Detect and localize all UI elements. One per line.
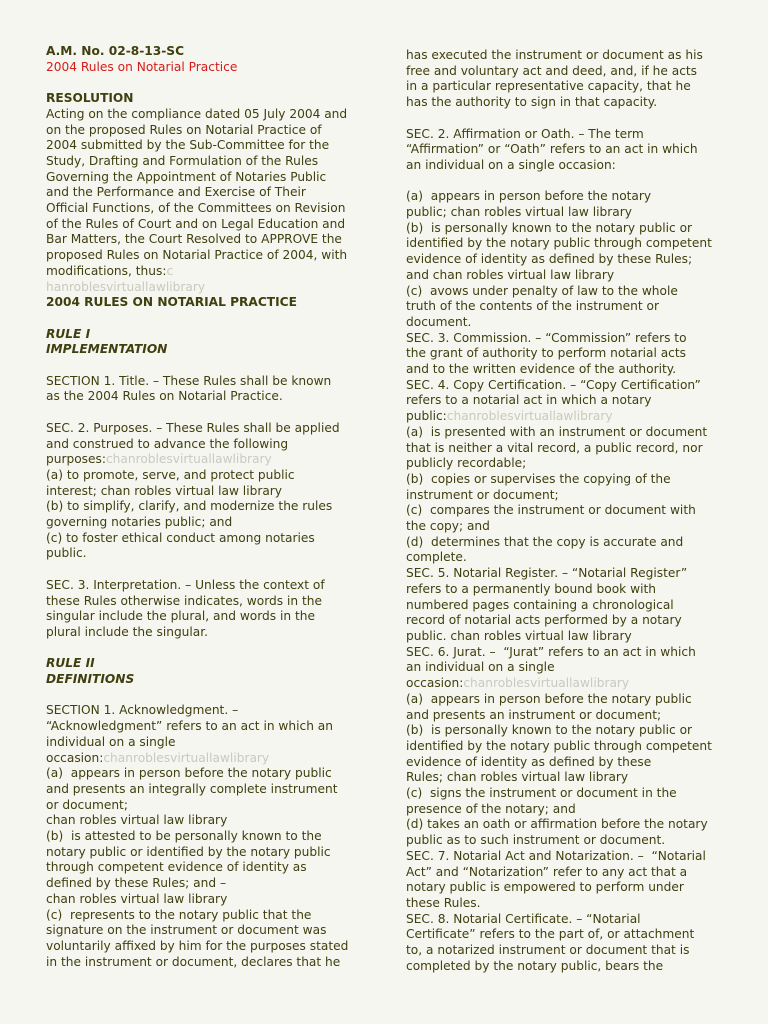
- text-line: [46, 421, 374, 437]
- line-text: Governing the Appointment of Notaries Public: [46, 169, 327, 184]
- line-text: (d) takes an oath or affirmation before the notary: [406, 817, 708, 832]
- text-line: [406, 472, 728, 488]
- line-text: plural include the singular.: [46, 624, 209, 639]
- line-text: RESOLUTION: [46, 91, 134, 106]
- text-line: [406, 456, 728, 472]
- text-line: [406, 299, 728, 315]
- line-text: has executed the instrument or document as his: [406, 48, 703, 62]
- line-text: an individual on a single: [406, 660, 555, 675]
- text-line: [46, 641, 374, 657]
- text-line: [46, 327, 374, 343]
- text-line: [46, 939, 374, 955]
- line-text: complete.: [406, 550, 467, 565]
- text-line: [406, 142, 728, 158]
- text-line: [406, 802, 728, 818]
- line-text: (a) appears in person before the notary public: [46, 766, 332, 781]
- line-text: (a) is presented with an instrument or document: [406, 424, 708, 439]
- line-text: (c) signs the instrument or document in the: [406, 786, 677, 801]
- text-line: [46, 719, 374, 735]
- line-text: SEC. 2. Purposes. – These Rules shall be applied: [46, 420, 340, 435]
- text-line: [406, 488, 728, 504]
- text-line: [46, 107, 374, 123]
- line-text: (c) avows under penalty of law to the whole: [406, 283, 678, 298]
- text-line: [406, 111, 728, 127]
- text-line: [46, 60, 374, 76]
- text-line: [406, 378, 728, 394]
- text-line: [406, 236, 728, 252]
- text-line: [406, 158, 728, 174]
- line-text: these Rules.: [406, 895, 481, 910]
- line-text: (b) to simplify, clarify, and modernize the rules: [46, 499, 333, 514]
- text-line: [46, 908, 374, 924]
- text-line: [406, 692, 728, 708]
- text-line: [406, 739, 728, 755]
- text-line: [46, 201, 374, 217]
- text-line: [46, 798, 374, 814]
- line-text: identified by the notary public through competent: [406, 236, 712, 251]
- text-line: [406, 346, 728, 362]
- line-text: public.: [46, 546, 87, 561]
- left-column: [46, 44, 374, 970]
- watermark-text: chanroblesvirtuallawlibrary: [446, 409, 613, 424]
- text-line: [46, 75, 374, 91]
- text-line: [46, 264, 374, 280]
- line-text: presence of the notary; and: [406, 801, 576, 816]
- line-text: and to the written evidence of the authority.: [406, 362, 677, 377]
- line-text: SEC. 5. Notarial Register. – “Notarial Register”: [406, 566, 688, 581]
- text-line: [406, 315, 728, 331]
- line-text: (a) appears in person before the notary public: [406, 691, 692, 706]
- text-line: [406, 770, 728, 786]
- text-line: [46, 170, 374, 186]
- line-text: truth of the contents of the instrument or: [406, 299, 659, 314]
- text-line: [46, 280, 374, 296]
- line-text: (d) determines that the copy is accurate and: [406, 534, 684, 549]
- text-line: [406, 786, 728, 802]
- text-line: [46, 625, 374, 641]
- text-line: [46, 499, 374, 515]
- text-line: [46, 358, 374, 374]
- text-line: [46, 154, 374, 170]
- line-text: evidence of identity as defined by these: [406, 754, 652, 769]
- line-text: evidence of identity as defined by these Rules;: [406, 252, 693, 267]
- text-line: [406, 943, 728, 959]
- line-text: Bar Matters, the Court Resolved to APPROVE the: [46, 232, 342, 247]
- line-text: and presents an instrument or document;: [406, 707, 662, 722]
- text-line: [46, 735, 374, 751]
- line-text: document.: [406, 314, 472, 329]
- text-line: [46, 405, 374, 421]
- line-text: these Rules otherwise indicates, words in the: [46, 593, 322, 608]
- line-text: public. chan robles virtual law library: [406, 628, 632, 643]
- text-line: [406, 629, 728, 645]
- text-line: [406, 393, 728, 409]
- line-text: in the instrument or document, declares that he: [46, 954, 341, 969]
- line-text: (a) to promote, serve, and protect public: [46, 467, 295, 482]
- line-text: defined by these Rules; and –: [46, 876, 227, 891]
- line-text: (a) appears in person before the notary: [406, 189, 652, 204]
- text-line: [406, 205, 728, 221]
- line-text: as the 2004 Rules on Notarial Practice.: [46, 389, 283, 404]
- text-line: [406, 598, 728, 614]
- text-line: [46, 217, 374, 233]
- line-text: interest; chan robles virtual law library: [46, 483, 283, 498]
- text-line: [46, 829, 374, 845]
- line-text: (c) to foster ethical conduct among notaries: [46, 530, 315, 545]
- line-text: Certificate” refers to the part of, or attachment: [406, 927, 695, 942]
- line-text: SEC. 3. Interpretation. – Unless the context of: [46, 577, 325, 592]
- line-text: SEC. 6. Jurat. – “Jurat” refers to an act in which: [406, 644, 696, 659]
- text-line: [46, 766, 374, 782]
- text-line: [406, 64, 728, 80]
- line-text: notary public is empowered to perform under: [406, 880, 684, 895]
- line-text: proposed Rules on Notarial Practice of 2004, with: [46, 248, 348, 263]
- text-line: [46, 437, 374, 453]
- text-line: [46, 248, 374, 264]
- text-line: [46, 342, 374, 358]
- text-line: [406, 582, 728, 598]
- line-text: or document;: [46, 797, 128, 812]
- line-text: (c) represents to the notary public that the: [46, 907, 312, 922]
- text-line: [46, 185, 374, 201]
- line-text: to, a notarized instrument or document that is: [406, 943, 690, 958]
- text-line: [406, 755, 728, 771]
- text-line: [46, 389, 374, 405]
- line-text: modifications, thus:: [46, 263, 167, 278]
- text-line: [406, 865, 728, 881]
- line-text: publicly recordable;: [406, 456, 527, 471]
- line-text: RULE I: [46, 326, 91, 341]
- line-text: identified by the notary public through competent: [406, 738, 712, 753]
- text-line: [46, 578, 374, 594]
- line-text: SEC. 4. Copy Certification. – “Copy Certification”: [406, 377, 701, 392]
- line-text: occasion:: [46, 750, 104, 765]
- text-line: [406, 331, 728, 347]
- line-text: signature on the instrument or document was: [46, 923, 327, 938]
- text-line: [406, 425, 728, 441]
- text-line: [46, 703, 374, 719]
- line-text: individual on a single: [46, 734, 176, 749]
- text-line: [46, 452, 374, 468]
- text-line: [46, 892, 374, 908]
- text-line: [46, 562, 374, 578]
- line-text: Acting on the compliance dated 05 July 2004 and: [46, 106, 348, 121]
- line-text: governing notaries public; and: [46, 515, 233, 530]
- line-text: SEC. 3. Commission. – “Commission” refers to: [406, 330, 687, 345]
- line-text: numbered pages containing a chronological: [406, 597, 674, 612]
- line-text: completed by the notary public, bears the: [406, 958, 664, 973]
- text-line: [406, 550, 728, 566]
- line-text: 2004 submitted by the Sub-Committee for the: [46, 138, 330, 153]
- line-text: in a particular representative capacity, that he: [406, 79, 691, 94]
- line-text: public as to such instrument or document.: [406, 833, 666, 848]
- text-line: [46, 91, 374, 107]
- line-text: public; chan robles virtual law library: [406, 205, 632, 219]
- line-text: on the proposed Rules on Notarial Practice of: [46, 122, 322, 137]
- line-text: IMPLEMENTATION: [46, 342, 168, 357]
- text-line: [46, 374, 374, 390]
- text-line: [46, 484, 374, 500]
- text-line: [46, 923, 374, 939]
- watermark-text: chanroblesvirtuallawlibrary: [463, 676, 630, 691]
- line-text: singular include the plural, and words in the: [46, 609, 315, 624]
- line-text: purposes:: [46, 452, 106, 467]
- text-line: [46, 232, 374, 248]
- line-text: of the Rules of Court and on Legal Education and: [46, 216, 346, 231]
- text-line: [406, 833, 728, 849]
- text-line: [406, 127, 728, 143]
- text-line: [46, 782, 374, 798]
- text-line: [406, 880, 728, 896]
- text-line: [46, 656, 374, 672]
- text-line: [406, 896, 728, 912]
- text-line: [406, 927, 728, 943]
- text-line: [406, 959, 728, 975]
- line-text: and presents an integrally complete instrument: [46, 781, 338, 796]
- text-line: [406, 441, 728, 457]
- line-text: has the authority to sign in that capacity.: [406, 95, 658, 110]
- line-text: the copy; and: [406, 519, 490, 534]
- text-line: [406, 174, 728, 190]
- line-text: DEFINITIONS: [46, 672, 135, 687]
- text-line: [46, 44, 374, 60]
- line-text: SECTION 1. Acknowledgment. –: [46, 703, 239, 718]
- text-line: [406, 645, 728, 661]
- text-line: [406, 252, 728, 268]
- line-text: Act” and “Notarization” refer to any act that a: [406, 864, 688, 879]
- line-text: an individual on a single occasion:: [406, 157, 616, 172]
- text-line: [406, 723, 728, 739]
- line-text: SECTION 1. Title. – These Rules shall be known: [46, 373, 332, 388]
- text-line: [406, 849, 728, 865]
- text-line: [406, 535, 728, 551]
- watermark-text: chanroblesvirtuallawlibrary: [105, 452, 272, 467]
- text-line: [406, 48, 728, 64]
- line-text: (c) compares the instrument or document with: [406, 503, 696, 518]
- text-line: [46, 531, 374, 547]
- text-line: [46, 751, 374, 767]
- text-line: [46, 295, 374, 311]
- right-column: [406, 48, 728, 974]
- text-line: [406, 221, 728, 237]
- text-line: [46, 876, 374, 892]
- line-text: chan robles virtual law library: [46, 891, 228, 906]
- line-text: Study, Drafting and Formulation of the Rules: [46, 153, 319, 168]
- text-line: [46, 515, 374, 531]
- line-text: refers to a permanently bound book with: [406, 581, 656, 596]
- line-text: occasion:: [406, 676, 464, 691]
- text-line: [46, 594, 374, 610]
- text-line: [406, 284, 728, 300]
- line-text: 2004 RULES ON NOTARIAL PRACTICE: [46, 295, 297, 310]
- line-text: Official Functions, of the Committees on Revision: [46, 201, 346, 216]
- line-text: SEC. 7. Notarial Act and Notarization. – “Notarial: [406, 848, 706, 863]
- text-line: [46, 860, 374, 876]
- line-text: Rules; chan robles virtual law library: [406, 770, 629, 785]
- text-line: [46, 123, 374, 139]
- watermark-text: hanroblesvirtuallawlibrary: [46, 279, 206, 294]
- line-text: refers to a notarial act in which a notary: [406, 393, 652, 408]
- text-line: [406, 566, 728, 582]
- text-line: [406, 503, 728, 519]
- line-text: and construed to advance the following: [46, 436, 289, 451]
- line-text: instrument or document;: [406, 487, 559, 502]
- text-line: [46, 311, 374, 327]
- watermark-text: c: [166, 263, 174, 278]
- line-text: SEC. 2. Affirmation or Oath. – The term: [406, 126, 644, 141]
- text-line: [406, 912, 728, 928]
- text-line: [46, 813, 374, 829]
- text-line: [406, 362, 728, 378]
- line-text: free and voluntary act and deed, and, if he acts: [406, 63, 698, 78]
- line-text: and the Performance and Exercise of Their: [46, 185, 306, 200]
- line-text: “Affirmation” or “Oath” refers to an act in which: [406, 142, 698, 157]
- text-line: [406, 519, 728, 535]
- text-line: [46, 138, 374, 154]
- text-line: [46, 609, 374, 625]
- line-text: “Acknowledgment” refers to an act in which an: [46, 719, 334, 734]
- watermark-text: chanroblesvirtuallawlibrary: [103, 750, 270, 765]
- line-text: (b) is attested to be personally known to the: [46, 829, 322, 844]
- text-line: [46, 672, 374, 688]
- text-line: [406, 189, 728, 205]
- line-text: (b) is personally known to the notary public or: [406, 220, 693, 235]
- text-line: [406, 817, 728, 833]
- text-line: [406, 660, 728, 676]
- line-text: RULE II: [46, 656, 95, 671]
- text-line: [406, 708, 728, 724]
- text-line: [406, 95, 728, 111]
- line-text: SEC. 8. Notarial Certificate. – “Notarial: [406, 911, 641, 926]
- line-text: notary public or identified by the notary public: [46, 844, 331, 859]
- line-text: that is neither a vital record, a public record, nor: [406, 440, 703, 455]
- line-text: (b) is personally known to the notary public or: [406, 723, 693, 738]
- line-text: voluntarily affixed by him for the purposes stated: [46, 938, 349, 953]
- line-text: record of notarial acts performed by a notary: [406, 613, 682, 628]
- text-line: [406, 676, 728, 692]
- text-line: [46, 546, 374, 562]
- line-text: (b) copies or supervises the copying of the: [406, 471, 671, 486]
- text-line: [406, 79, 728, 95]
- text-line: [406, 409, 728, 425]
- line-text: and chan robles virtual law library: [406, 267, 615, 282]
- line-text: through competent evidence of identity as: [46, 860, 307, 875]
- text-line: [406, 613, 728, 629]
- line-text: A.M. No. 02-8-13-SC: [46, 44, 185, 58]
- text-line: [46, 688, 374, 704]
- line-text: the grant of authority to perform notarial acts: [406, 346, 686, 361]
- text-line: [46, 468, 374, 484]
- text-line: [406, 268, 728, 284]
- text-line: [46, 845, 374, 861]
- line-text: 2004 Rules on Notarial Practice: [46, 59, 238, 74]
- line-text: public:: [406, 409, 447, 424]
- text-line: [46, 955, 374, 971]
- line-text: chan robles virtual law library: [46, 813, 228, 828]
